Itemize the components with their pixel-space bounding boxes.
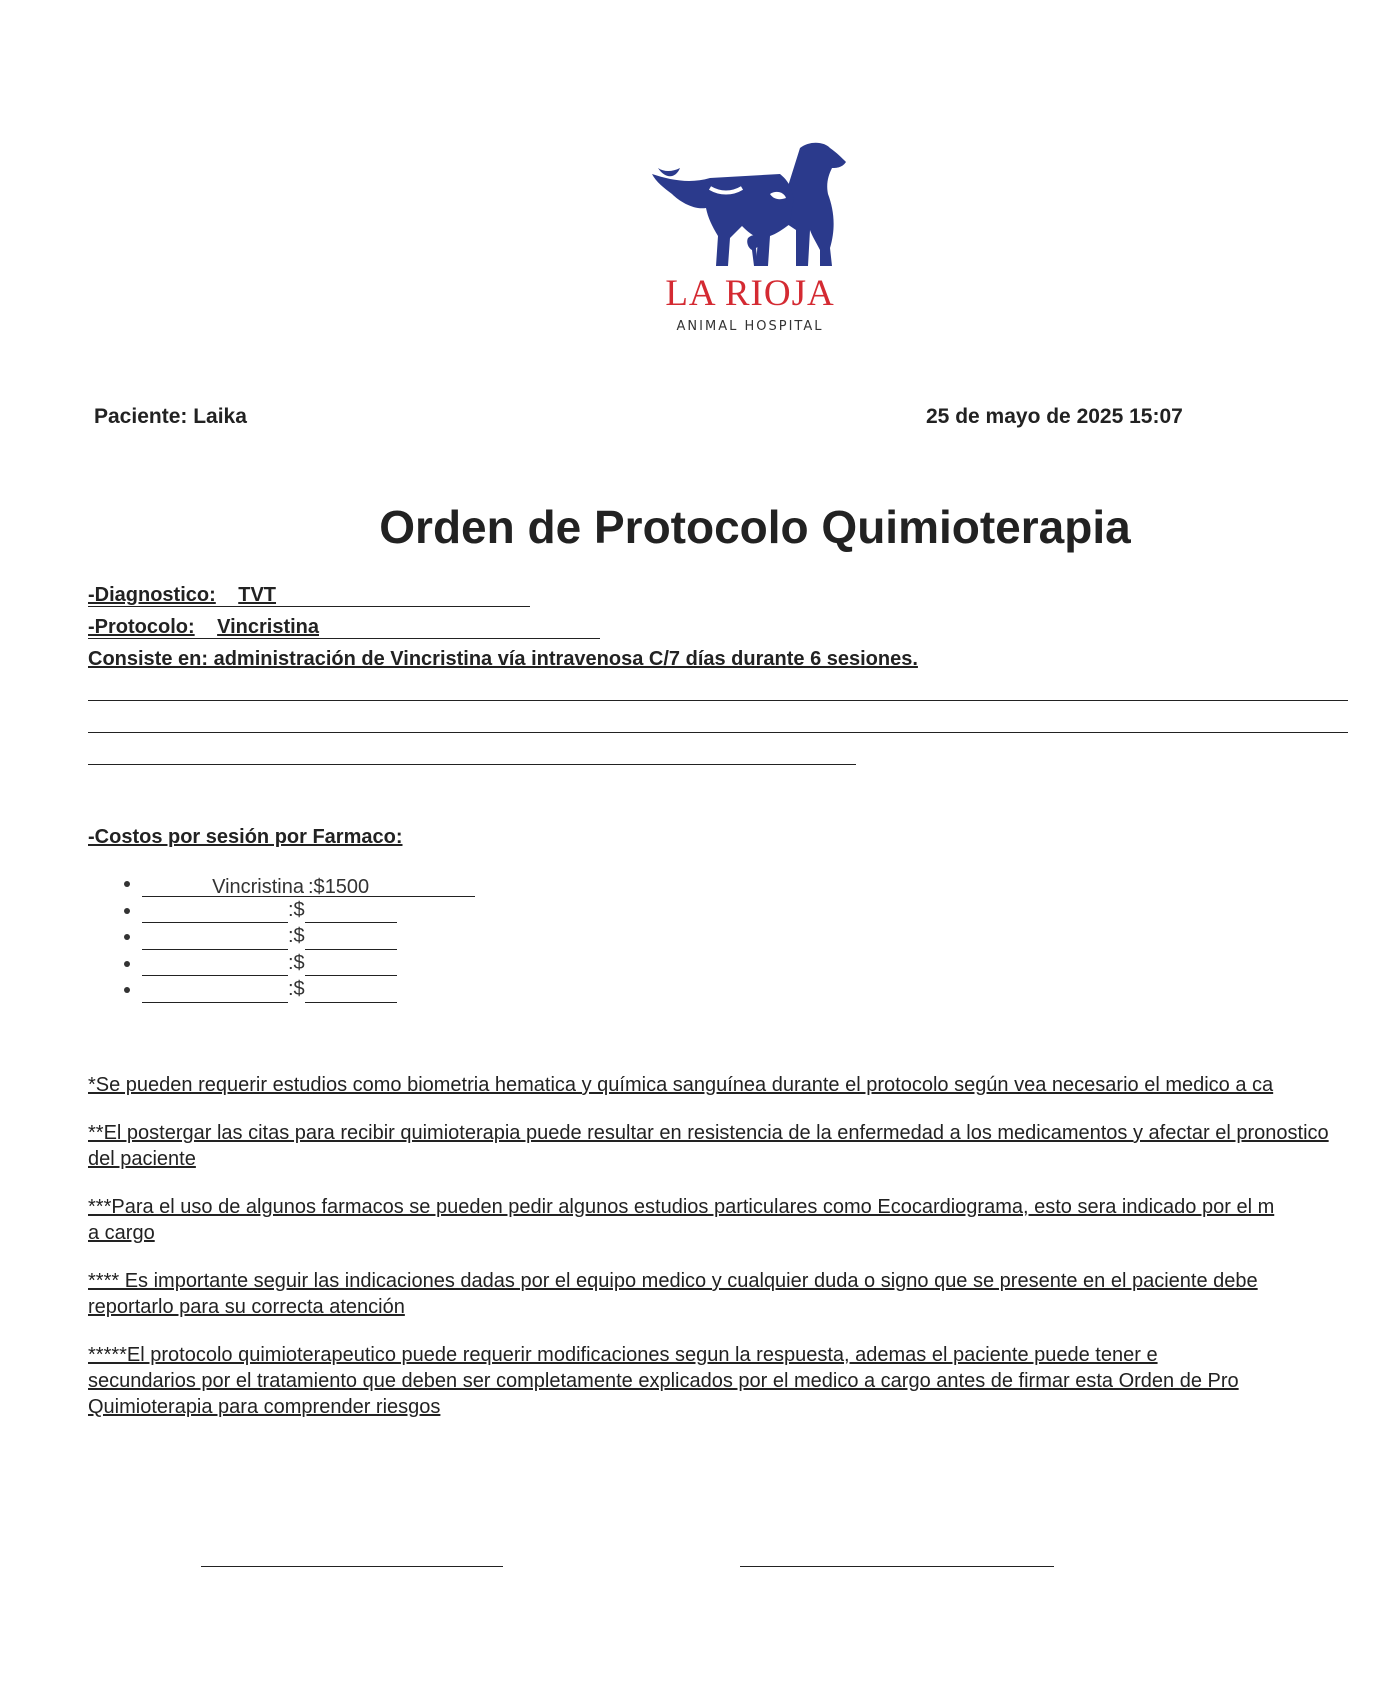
cost-item: [142, 897, 475, 924]
blank-line: [88, 764, 856, 765]
hospital-brand-subtitle: ANIMAL HOSPITAL: [676, 319, 824, 334]
protocolo-label: -Protocolo:: [88, 616, 195, 638]
order-datetime: 25 de mayo de 2025 15:07: [926, 405, 1183, 428]
hospital-brand-name: LA RIOJA: [665, 273, 835, 314]
price-sep: :$: [288, 978, 305, 1000]
price-sep: :$: [308, 875, 325, 898]
note-5-cont: secundarios por el tratamiento que deben ser completamente explicados por el medico a cargo antes de firmar esta Orden de Pro: [88, 1370, 1239, 1392]
note-4: **** Es importante seguir las indicaciones dadas por el equipo medico y cualquier duda o signo que se presente en el paciente debe reportarlo para su correcta atención: [88, 1270, 1258, 1318]
price-sep: :$: [288, 898, 305, 921]
cost-list: [112, 870, 475, 1003]
drug-price: [305, 980, 397, 1003]
note-3-cont: a cargo: [88, 1222, 155, 1244]
notes-section: [88, 1072, 1348, 1420]
blank-line: [88, 732, 1348, 733]
drug-name: [142, 927, 288, 950]
diagnostico-label: -Diagnostico:: [88, 584, 216, 606]
drug-name: [142, 900, 288, 923]
note-5-end: Quimioterapia para comprender riesgos: [88, 1396, 441, 1418]
note-3: ***Para el uso de algunos farmacos se pueden pedir algunos estudios particulares como Ecocardiograma, esto sera indicado por el m: [88, 1196, 1275, 1218]
patient-name: Paciente: Laika: [94, 405, 247, 428]
diagnostico-underline: [88, 606, 530, 607]
price-sep: :$: [288, 951, 305, 974]
cost-item: [142, 950, 475, 977]
cost-item: [142, 976, 475, 1003]
drug-price: [305, 953, 397, 976]
note-2: **El postergar las citas para recibir quimioterapia puede resultar en resistencia de la enfermedad a los medicamentos y afectar el pronostico del paciente: [88, 1122, 1329, 1170]
note-1: *Se pueden requerir estudios como biometria hematica y química sanguínea durante el protocolo según vea necesario el medico a ca: [88, 1074, 1274, 1096]
protocol-description: Consiste en: administración de Vincristina vía intravenosa C/7 días durante 6 sesiones.: [88, 648, 918, 670]
drug-name: [142, 953, 288, 976]
cost-item: [142, 923, 475, 950]
drug-name: [142, 980, 288, 1003]
note-5: *****El protocolo quimioterapeutico puede requerir modificaciones segun la respuesta, ademas el paciente puede tener e: [88, 1344, 1158, 1366]
drug-price: 1500: [325, 874, 475, 897]
costos-label: -Costos por sesión por Farmaco:: [88, 826, 403, 848]
diagnostico-value: TVT: [238, 584, 277, 606]
drug-price: [305, 927, 397, 950]
hospital-logo: [650, 138, 850, 338]
signature-line-left: [201, 1566, 503, 1567]
blank-line: [88, 700, 1348, 701]
dog-logo-icon: [650, 138, 850, 273]
drug-name: Vincristina: [142, 874, 308, 897]
protocolo-underline: [88, 638, 600, 639]
cost-item: [142, 870, 475, 897]
price-sep: :$: [288, 925, 305, 947]
drug-price: [305, 900, 397, 923]
signature-line-right: [740, 1566, 1054, 1567]
page-title: Orden de Protocolo Quimioterapia: [379, 501, 1131, 553]
protocolo-value: Vincristina: [217, 616, 320, 638]
